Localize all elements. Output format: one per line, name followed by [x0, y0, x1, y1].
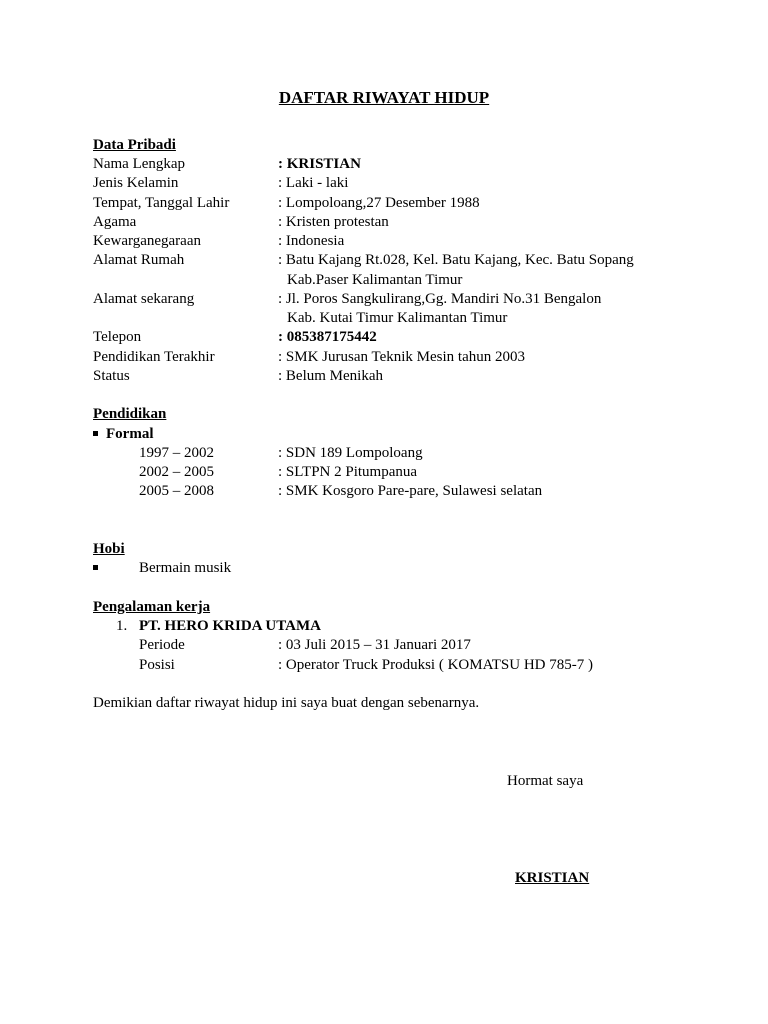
square-bullet-icon — [93, 565, 98, 570]
work-item-number: 1. — [116, 618, 128, 634]
work-company: PT. HERO KRIDA UTAMA — [139, 618, 321, 634]
work-position-label: Posisi — [139, 657, 175, 673]
label-religion: Agama — [93, 214, 137, 230]
square-bullet-icon — [93, 431, 98, 436]
formal-bullet-item — [93, 425, 153, 444]
value-home-address-cont: Kab.Paser Kalimantan Timur — [287, 272, 463, 288]
work-period-value: : 03 Juli 2015 – 31 Januari 2017 — [278, 637, 471, 653]
value-current-address: : Jl. Poros Sangkulirang,Gg. Mandiri No.31 Bengalon — [278, 291, 602, 307]
education-school-3: : SMK Kosgoro Pare-pare, Sulawesi selatan — [278, 483, 543, 499]
work-position-value: : Operator Truck Produksi ( KOMATSU HD 785-7 ) — [278, 657, 593, 673]
value-full-name: : KRISTIAN — [278, 156, 361, 172]
value-home-address: : Batu Kajang Rt.028, Kel. Batu Kajang, Kec. Batu Sopang — [278, 252, 634, 268]
work-period-label: Periode — [139, 637, 185, 653]
education-years-1: 1997 – 2002 — [139, 445, 214, 461]
value-nationality: : Indonesia — [278, 233, 345, 249]
label-home-address: Alamat Rumah — [93, 252, 185, 268]
value-current-address-cont: Kab. Kutai Timur Kalimantan Timur — [287, 310, 508, 326]
label-status: Status — [93, 368, 130, 384]
education-years-2: 2002 – 2005 — [139, 464, 214, 480]
label-current-address: Alamat sekarang — [93, 291, 195, 307]
education-school-2: : SLTPN 2 Pitumpanua — [278, 464, 418, 480]
value-status: : Belum Menikah — [278, 368, 383, 384]
value-last-education: : SMK Jurusan Teknik Mesin tahun 2003 — [278, 349, 526, 365]
label-nationality: Kewarganegaraan — [93, 233, 201, 249]
label-gender: Jenis Kelamin — [93, 175, 179, 191]
hobby-item-1: Bermain musik — [139, 560, 232, 576]
formal-label: Formal — [106, 426, 154, 442]
value-religion: : Kristen protestan — [278, 214, 389, 230]
label-birth: Tempat, Tanggal Lahir — [93, 195, 230, 211]
value-phone: : 085387175442 — [278, 329, 377, 345]
label-last-education: Pendidikan Terakhir — [93, 349, 215, 365]
value-gender: : Laki - laki — [278, 175, 349, 191]
label-full-name: Nama Lengkap — [93, 156, 186, 172]
signature-greeting: Hormat saya — [507, 773, 584, 789]
education-school-1: : SDN 189 Lompoloang — [278, 445, 423, 461]
document-title: DAFTAR RIWAYAT HIDUP — [278, 88, 490, 107]
hobby-heading: Hobi — [93, 541, 125, 557]
personal-data-heading: Data Pribadi — [93, 137, 176, 153]
education-years-3: 2005 – 2008 — [139, 483, 214, 499]
work-heading: Pengalaman kerja — [93, 599, 211, 615]
hobby-bullet — [93, 559, 106, 578]
education-heading: Pendidikan — [93, 406, 167, 422]
closing-statement: Demikian daftar riwayat hidup ini saya buat dengan sebenarnya. — [93, 695, 480, 711]
value-birth: : Lompoloang,27 Desember 1988 — [278, 195, 480, 211]
signature-name: KRISTIAN — [515, 870, 590, 886]
label-phone: Telepon — [93, 329, 142, 345]
